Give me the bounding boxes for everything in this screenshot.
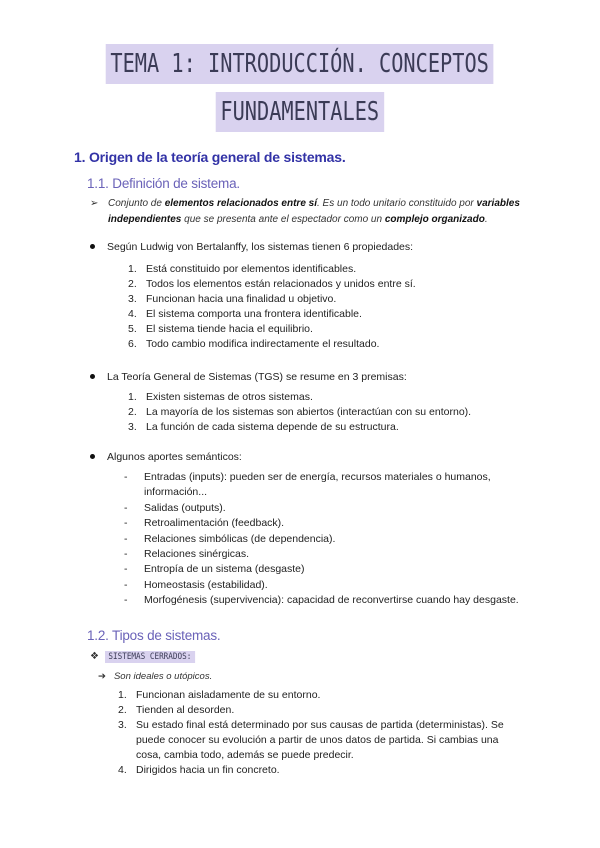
diamond-bullet-icon: ❖ bbox=[90, 651, 99, 662]
document-title-line-2: FUNDAMENTALES bbox=[216, 92, 384, 132]
bertalanffy-properties-list bbox=[128, 262, 416, 352]
list-item: 4. Dirigidos hacia un fin concreto. bbox=[118, 764, 280, 776]
list-item: - Homeostasis (estabilidad). bbox=[124, 578, 268, 591]
list-item: 2. Tienden al desorden. bbox=[118, 704, 235, 716]
list-item: - Relaciones simbólicas (de dependencia). bbox=[124, 532, 336, 545]
list-item: 4. El sistema comporta una frontera identificable. bbox=[128, 308, 362, 320]
list-item: 2. Todos los elementos están relacionados y unidos entre sí. bbox=[128, 278, 416, 290]
list-item: - Entropía de un sistema (desgaste) bbox=[124, 563, 305, 576]
list-item: 1. Funcionan aisladamente de su entorno. bbox=[118, 689, 321, 701]
list-item: 5. El sistema tiende hacia el equilibrio. bbox=[128, 323, 313, 335]
closed-systems-label: SISTEMAS CERRADOS: bbox=[105, 651, 195, 663]
definition-text: Conjunto de elementos relacionados entre sí. Es un todo unitario constituido por variables independientes que se presenta ante el espectador como un complejo organizado. bbox=[108, 198, 520, 225]
closed-systems-note: ➔ Son ideales o utópicos. bbox=[98, 671, 213, 682]
semantic-contributions-list bbox=[124, 470, 544, 609]
subsection-heading-1-1: 1.1. Definición de sistema. bbox=[87, 176, 240, 191]
tgs-premises-list bbox=[128, 390, 471, 435]
bullet-tgs: La Teoría General de Sistemas (TGS) se resume en 3 premisas: bbox=[90, 371, 407, 383]
bullet-dot-icon bbox=[90, 244, 95, 249]
closed-systems-heading bbox=[90, 651, 211, 663]
bullet-bertalanffy: Según Ludwig von Bertalanffy, los sistemas tienen 6 propiedades: bbox=[90, 241, 413, 253]
arrow-bullet-icon: ➢ bbox=[90, 198, 99, 209]
section-heading-1: 1. Origen de la teoría general de sistemas. bbox=[74, 149, 346, 165]
list-item: 3. Funcionan hacia una finalidad u objetivo. bbox=[128, 293, 337, 305]
list-item: 6. Todo cambio modifica indirectamente el resultado. bbox=[128, 338, 380, 350]
bullet-semanticos: Algunos aportes semánticos: bbox=[90, 451, 242, 463]
list-item: 1. Existen sistemas de otros sistemas. bbox=[128, 391, 313, 403]
document-title-line-1: TEMA 1: INTRODUCCIÓN. CONCEPTOS bbox=[106, 44, 494, 84]
arrow-right-icon: ➔ bbox=[98, 671, 106, 682]
list-item: 3. Su estado final está determinado por sus causas de partida (deterministas). Se puede conocer su evolución a partir de unos datos de partida. Si cambias una cosa, cambia todo, además se puede predecir. bbox=[118, 719, 504, 761]
list-item: - Entradas (inputs): pueden ser de energía, recursos materiales o humanos, información... bbox=[124, 471, 491, 499]
list-item: 3. La función de cada sistema depende de su estructura. bbox=[128, 421, 399, 433]
bullet-dot-icon bbox=[90, 454, 95, 459]
list-item: - Morfogénesis (supervivencia): capacidad de reconvertirse cuando hay desgaste. bbox=[124, 594, 519, 607]
definition-paragraph bbox=[90, 196, 530, 228]
list-item: 2. La mayoría de los sistemas son abiertos (interactúan con su entorno). bbox=[128, 406, 472, 418]
list-item: 1. Está constituido por elementos identificables. bbox=[128, 263, 357, 275]
title-line-1-wrap bbox=[0, 44, 600, 84]
list-item: - Retroalimentación (feedback). bbox=[124, 517, 285, 530]
closed-systems-list bbox=[118, 688, 518, 778]
list-item: - Salidas (outputs). bbox=[124, 501, 226, 514]
list-item: - Relaciones sinérgicas. bbox=[124, 548, 250, 561]
bullet-dot-icon bbox=[90, 374, 95, 379]
title-line-2-wrap bbox=[0, 92, 600, 132]
subsection-heading-1-2: 1.2. Tipos de sistemas. bbox=[87, 628, 221, 643]
